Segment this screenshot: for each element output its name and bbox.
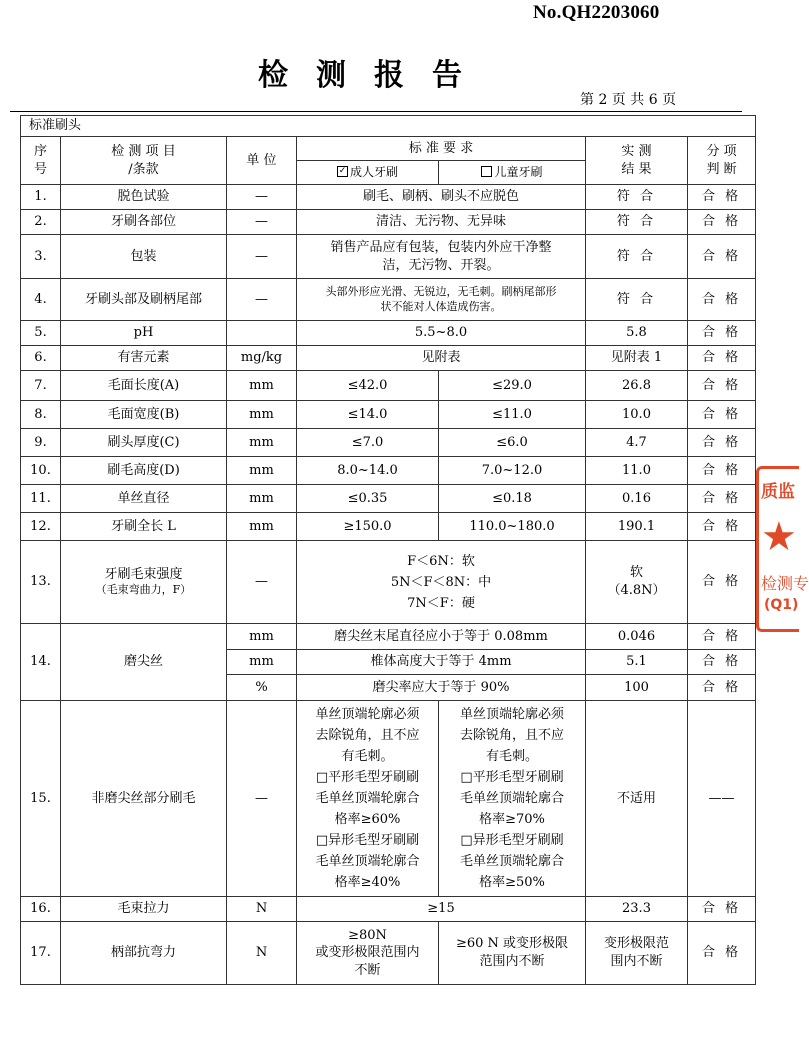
row-requirement: 见附表 xyxy=(297,346,586,371)
row-unit: — xyxy=(227,210,297,235)
row-requirement: 磨尖丝末尾直径应小于等于 0.08mm xyxy=(297,624,586,650)
row-item: 毛面长度(A) xyxy=(61,371,227,401)
requirement-line: 单丝顶端轮廓必须 xyxy=(459,707,564,722)
row-result: 符 合 xyxy=(586,279,688,321)
table-row xyxy=(21,346,756,371)
table-row xyxy=(21,210,756,235)
row-judgment: 合 格 xyxy=(688,401,756,429)
star-icon: ★ xyxy=(761,514,797,560)
row-item: pH xyxy=(61,321,227,346)
header-divider xyxy=(10,111,742,112)
row-requirement: 清洁、无污物、无异味 xyxy=(297,210,586,235)
row-item: 包装 xyxy=(61,235,227,279)
section-header-row xyxy=(21,116,756,137)
row-result: 26.8 xyxy=(586,371,688,401)
row-unit: mm xyxy=(227,371,297,401)
row-unit: mm xyxy=(227,624,297,650)
row-number: 7. xyxy=(21,371,61,401)
row-unit: mg/kg xyxy=(227,346,297,371)
table-row xyxy=(21,624,756,650)
row-requirement: 椎体高度大于等于 4mm xyxy=(297,650,586,675)
row-result: 100 xyxy=(586,675,688,701)
row-judgment: 合 格 xyxy=(688,485,756,513)
seq-header xyxy=(21,137,61,185)
standard-header: 标 准 要 求 xyxy=(297,137,586,161)
item-header-line2: /条款 xyxy=(128,161,159,177)
row-child-requirement: ≤0.18 xyxy=(439,485,586,513)
row-unit: mm xyxy=(227,485,297,513)
item-header-line1: 检 测 项 目 xyxy=(111,143,176,159)
row-unit: mm xyxy=(227,429,297,457)
row-adult-requirement: ≥150.0 xyxy=(297,513,439,541)
requirement-line: 5N＜F＜8N：中 xyxy=(390,574,492,590)
row-unit: mm xyxy=(227,650,297,675)
requirement-line: □平形毛型牙刷刷 xyxy=(315,770,420,785)
row-adult-requirement: ≤0.35 xyxy=(297,485,439,513)
row-requirement: ≥15 xyxy=(297,897,586,922)
row-number: 13. xyxy=(21,541,61,624)
child-label: 儿童牙刷 xyxy=(494,165,543,180)
row-item: 非磨尖丝部分刷毛 xyxy=(61,701,227,897)
row-item: 牙刷头部及刷柄尾部 xyxy=(61,279,227,321)
requirement-line: 7N＜F：硬 xyxy=(407,595,475,611)
row-adult-requirement: ≤14.0 xyxy=(297,401,439,429)
row-result: 190.1 xyxy=(586,513,688,541)
requirement-line: 格率≥70% xyxy=(479,812,545,827)
row-requirement: 磨尖率应大于等于 90% xyxy=(297,675,586,701)
table-row xyxy=(21,279,756,321)
table-row xyxy=(21,513,756,541)
row-item xyxy=(61,541,227,624)
table-row xyxy=(21,429,756,457)
requirement-line: □异形毛型牙刷刷 xyxy=(315,833,420,848)
row-judgment: 合 格 xyxy=(688,541,756,624)
table-row xyxy=(21,922,756,985)
row-child-requirement: ≤29.0 xyxy=(439,371,586,401)
row-unit: — xyxy=(227,185,297,210)
row-number: 6. xyxy=(21,346,61,371)
requirement-line: 或变形极限范围内 xyxy=(315,945,420,961)
row-number: 8. xyxy=(21,401,61,429)
row-item: 毛面宽度(B) xyxy=(61,401,227,429)
row-item: 单丝直径 xyxy=(61,485,227,513)
row-number: 10. xyxy=(21,457,61,485)
row-unit: N xyxy=(227,897,297,922)
row-unit: mm xyxy=(227,401,297,429)
row-result: 符 合 xyxy=(586,185,688,210)
table-row xyxy=(21,185,756,210)
result-header xyxy=(586,137,688,185)
seq-header-line1: 序 xyxy=(33,143,47,159)
row-number: 5. xyxy=(21,321,61,346)
result-header-line2: 结 果 xyxy=(621,161,652,177)
row-result: 23.3 xyxy=(586,897,688,922)
row-number: 17. xyxy=(21,922,61,985)
item-note: （毛束弯曲力，F） xyxy=(95,583,192,597)
row-judgment: 合 格 xyxy=(688,922,756,985)
result-line: 围内不断 xyxy=(610,954,663,969)
row-child-requirement: 110.0~180.0 xyxy=(439,513,586,541)
table-row xyxy=(21,401,756,429)
requirement-line: □平形毛型牙刷刷 xyxy=(460,770,564,785)
row-judgment: 合 格 xyxy=(688,321,756,346)
row-result: 11.0 xyxy=(586,457,688,485)
row-result: 5.8 xyxy=(586,321,688,346)
judgment-header xyxy=(688,137,756,185)
requirement-line: 头部外形应光滑、无锐边，无毛刺。刷柄尾部形 xyxy=(325,284,557,298)
row-result: 见附表 1 xyxy=(586,346,688,371)
table-row xyxy=(21,701,756,897)
result-header-line1: 实 测 xyxy=(621,143,652,159)
inspection-table xyxy=(20,115,756,985)
row-unit: — xyxy=(227,235,297,279)
requirement-line: 销售产品应有包装，包装内外应干净整 xyxy=(330,239,552,255)
row-child-requirement xyxy=(439,701,586,897)
row-item: 刷毛高度(D) xyxy=(61,457,227,485)
requirement-line: 不断 xyxy=(354,962,381,978)
row-unit: N xyxy=(227,922,297,985)
requirement-line: 状不能对人体造成伤害。 xyxy=(380,299,502,313)
page-title: 检测报告 xyxy=(258,58,490,93)
row-judgment: 合 格 xyxy=(688,675,756,701)
row-item: 毛束拉力 xyxy=(61,897,227,922)
adult-checkbox xyxy=(337,166,348,177)
seal-bottom-text: 检测专 xyxy=(761,574,809,593)
row-item: 牙刷全长 L xyxy=(61,513,227,541)
row-result xyxy=(586,922,688,985)
requirement-line: 有毛刺。 xyxy=(341,749,394,764)
row-requirement xyxy=(297,541,586,624)
row-item: 牙刷各部位 xyxy=(61,210,227,235)
row-result: 4.7 xyxy=(586,429,688,457)
result-line: 变形极限范 xyxy=(603,936,669,952)
row-item: 脱色试验 xyxy=(61,185,227,210)
adult-label: 成人牙刷 xyxy=(349,165,398,180)
requirement-line: 范围内不断 xyxy=(479,954,545,969)
seal-top-text: 质监 xyxy=(761,482,795,502)
section-title: 标准刷头 xyxy=(21,116,756,137)
row-result: 不适用 xyxy=(586,701,688,897)
row-child-requirement: 7.0~12.0 xyxy=(439,457,586,485)
row-judgment: 合 格 xyxy=(688,897,756,922)
requirement-line: 毛单丝顶端轮廓合 xyxy=(315,791,420,806)
row-requirement xyxy=(297,279,586,321)
row-number: 12. xyxy=(21,513,61,541)
row-unit: % xyxy=(227,675,297,701)
requirement-line: 毛单丝顶端轮廓合 xyxy=(459,854,564,869)
row-number: 14. xyxy=(21,624,61,701)
row-adult-requirement xyxy=(297,922,439,985)
row-judgment: 合 格 xyxy=(688,513,756,541)
row-item: 磨尖丝 xyxy=(61,624,227,701)
row-judgment: 合 格 xyxy=(688,429,756,457)
table-row xyxy=(21,457,756,485)
row-judgment: 合 格 xyxy=(688,279,756,321)
table-row xyxy=(21,897,756,922)
requirement-line: 毛单丝顶端轮廓合 xyxy=(459,791,564,806)
row-child-requirement xyxy=(439,922,586,985)
column-header-row xyxy=(21,137,756,161)
table-row xyxy=(21,541,756,624)
requirement-line: □异形毛型牙刷刷 xyxy=(460,833,564,848)
requirement-line: 有毛刺。 xyxy=(485,749,538,764)
row-judgment: 合 格 xyxy=(688,371,756,401)
seq-header-line2: 号 xyxy=(33,161,47,177)
row-child-requirement: ≤11.0 xyxy=(439,401,586,429)
row-adult-requirement: ≤42.0 xyxy=(297,371,439,401)
row-requirement xyxy=(297,235,586,279)
row-unit: — xyxy=(227,701,297,897)
row-result xyxy=(586,541,688,624)
row-result: 0.046 xyxy=(586,624,688,650)
requirement-line: 格率≥60% xyxy=(334,812,401,827)
row-number: 9. xyxy=(21,429,61,457)
table-row xyxy=(21,321,756,346)
requirement-line: 去除锐角，且不应 xyxy=(315,728,420,743)
row-number: 16. xyxy=(21,897,61,922)
item-label: 牙刷毛束强度 xyxy=(104,566,183,582)
seal-code: (Q1) xyxy=(764,597,799,613)
row-result: 0.16 xyxy=(586,485,688,513)
row-result: 符 合 xyxy=(586,235,688,279)
requirement-line: 去除锐角，且不应 xyxy=(459,728,564,743)
requirement-line: 洁，无污物、开裂。 xyxy=(382,257,500,273)
child-header xyxy=(439,161,586,185)
requirement-line: 单丝顶端轮廓必须 xyxy=(315,707,420,722)
row-adult-requirement: 8.0~14.0 xyxy=(297,457,439,485)
report-number: No.QH2203060 xyxy=(533,2,660,23)
row-unit: — xyxy=(227,279,297,321)
page-indicator: 第 2 页 共 6 页 xyxy=(580,92,677,108)
row-item: 柄部抗弯力 xyxy=(61,922,227,985)
table-row xyxy=(21,485,756,513)
row-adult-requirement: ≤7.0 xyxy=(297,429,439,457)
row-judgment: 合 格 xyxy=(688,346,756,371)
result-line: 软 xyxy=(629,565,643,581)
row-requirement: 5.5~8.0 xyxy=(297,321,586,346)
row-judgment: 合 格 xyxy=(688,650,756,675)
table-row xyxy=(21,371,756,401)
row-adult-requirement xyxy=(297,701,439,897)
row-unit xyxy=(227,321,297,346)
requirement-line: 毛单丝顶端轮廓合 xyxy=(315,854,420,869)
child-checkbox xyxy=(481,166,492,177)
unit-header: 单 位 xyxy=(227,137,297,185)
item-header xyxy=(61,137,227,185)
row-item: 有害元素 xyxy=(61,346,227,371)
row-number: 2. xyxy=(21,210,61,235)
row-judgment: 合 格 xyxy=(688,185,756,210)
judgment-header-line1: 分 项 xyxy=(706,143,737,159)
row-judgment: 合 格 xyxy=(688,235,756,279)
row-number: 3. xyxy=(21,235,61,279)
row-number: 1. xyxy=(21,185,61,210)
row-judgment: —— xyxy=(688,701,756,897)
adult-header xyxy=(297,161,439,185)
requirement-line: ≥60 N 或变形极限 xyxy=(455,936,569,952)
row-child-requirement: ≤6.0 xyxy=(439,429,586,457)
row-requirement: 刷毛、刷柄、刷头不应脱色 xyxy=(297,185,586,210)
row-result: 5.1 xyxy=(586,650,688,675)
row-judgment: 合 格 xyxy=(688,210,756,235)
row-unit: mm xyxy=(227,457,297,485)
row-unit: — xyxy=(227,541,297,624)
requirement-line: 格率≥50% xyxy=(479,875,545,890)
requirement-line: ≥80N xyxy=(348,927,387,943)
result-line: （4.8N） xyxy=(607,583,666,598)
requirement-line: F＜6N：软 xyxy=(407,553,475,569)
row-result: 10.0 xyxy=(586,401,688,429)
row-number: 4. xyxy=(21,279,61,321)
row-number: 11. xyxy=(21,485,61,513)
row-judgment: 合 格 xyxy=(688,457,756,485)
row-item: 刷头厚度(C) xyxy=(61,429,227,457)
inspection-seal xyxy=(756,466,809,632)
row-unit: mm xyxy=(227,513,297,541)
row-result: 符 合 xyxy=(586,210,688,235)
row-judgment: 合 格 xyxy=(688,624,756,650)
requirement-line: 格率≥40% xyxy=(334,875,401,890)
judgment-header-line2: 判 断 xyxy=(706,161,737,177)
table-row xyxy=(21,235,756,279)
row-number: 15. xyxy=(21,701,61,897)
